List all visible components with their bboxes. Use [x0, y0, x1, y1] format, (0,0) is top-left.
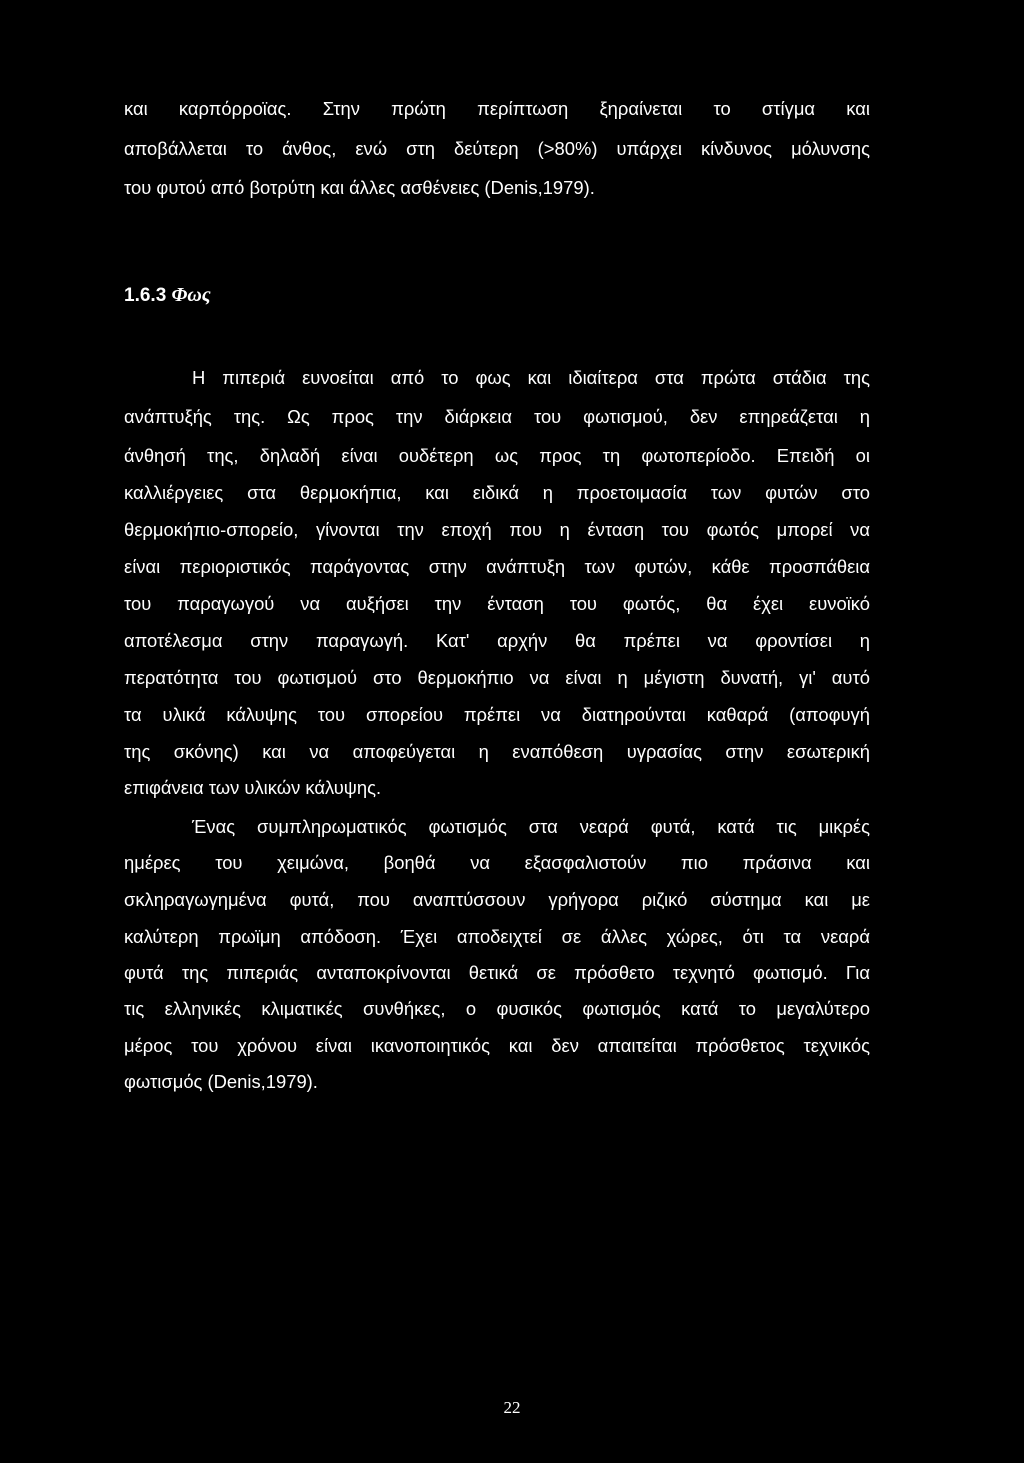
paragraph-2-line-2: ανάπτυξής της. Ως προς την διάρκεια του φωτισμού, δεν επηρεάζεται η: [124, 406, 870, 427]
section-heading: [124, 284, 211, 307]
document-page: [124, 0, 870, 1463]
paragraph-2-line-5: θερμοκήπιο-σπορείο, γίνονται την εποχή που η ένταση του φωτός μπορεί να: [124, 519, 870, 540]
paragraph-3-line-6: τις ελληνικές κλιματικές συνθήκες, ο φυσικός φωτισμός κατά το μεγαλύτερο: [124, 998, 870, 1019]
paragraph-2-line-9: περατότητα του φωτισμού στο θερμοκήπιο να είναι η μέγιστη δυνατή, γι' αυτό: [124, 667, 870, 688]
paragraph-3-line-7: μέρος του χρόνου είναι ικανοποιητικός και δεν απαιτείται πρόσθετος τεχνικός: [124, 1035, 870, 1056]
section-title: Φως: [171, 284, 211, 306]
paragraph-3-line-5: φυτά της πιπεριάς ανταποκρίνονται θετικά σε πρόσθετο τεχνητό φωτισμό. Για: [124, 962, 870, 983]
page-number: 22: [503, 1398, 521, 1417]
paragraph-1-line-3: του φυτού από βοτρύτη και άλλες ασθένειες (Denis,1979).: [124, 177, 595, 198]
paragraph-1-line-1: και καρπόρροϊας. Στην πρώτη περίπτωση ξηραίνεται το στίγμα και: [124, 98, 870, 119]
paragraph-2-line-11: της σκόνης) και να αποφεύγεται η εναπόθεση υγρασίας στην εσωτερική: [124, 741, 870, 762]
paragraph-3-line-2: ημέρες του χειμώνα, βοηθά να εξασφαλιστούν πιο πράσινα και: [124, 852, 870, 873]
section-number: 1.6.3: [124, 285, 167, 306]
paragraph-2-line-3: άνθησή της, δηλαδή είναι ουδέτερη ως προς τη φωτοπερίοδο. Επειδή οι: [124, 445, 870, 466]
paragraph-3-line-1: Ένας συμπληρωματικός φωτισμός στα νεαρά φυτά, κατά τις μικρές: [192, 816, 870, 837]
paragraph-3-line-8: φωτισμός (Denis,1979).: [124, 1071, 318, 1092]
paragraph-2-line-10: τα υλικά κάλυψης του σπορείου πρέπει να διατηρούνται καθαρά (αποφυγή: [124, 704, 870, 725]
paragraph-2-line-8: αποτέλεσμα στην παραγωγή. Κατ' αρχήν θα πρέπει να φροντίσει η: [124, 630, 870, 651]
paragraph-3-line-3: σκληραγωγημένα φυτά, που αναπτύσσουν γρήγορα ριζικό σύστημα και με: [124, 889, 870, 910]
paragraph-2-line-4: καλλιέργειες στα θερμοκήπια, και ειδικά η προετοιμασία των φυτών στο: [124, 482, 870, 503]
paragraph-2-line-6: είναι περιοριστικός παράγοντας στην ανάπτυξη των φυτών, κάθε προσπάθεια: [124, 556, 870, 577]
paragraph-1-line-2: αποβάλλεται το άνθος, ενώ στη δεύτερη (>80%) υπάρχει κίνδυνος μόλυνσης: [124, 138, 870, 159]
paragraph-2-line-7: του παραγωγού να αυξήσει την ένταση του φωτός, θα έχει ευνοϊκό: [124, 593, 870, 614]
paragraph-2-line-12: επιφάνεια των υλικών κάλυψης.: [124, 777, 382, 798]
paragraph-2-line-1: Η πιπεριά ευνοείται από το φως και ιδιαίτερα στα πρώτα στάδια της: [192, 367, 870, 388]
paragraph-3-line-4: καλύτερη πρωϊμη απόδοση. Έχει αποδειχτεί σε άλλες χώρες, ότι τα νεαρά: [124, 926, 870, 947]
